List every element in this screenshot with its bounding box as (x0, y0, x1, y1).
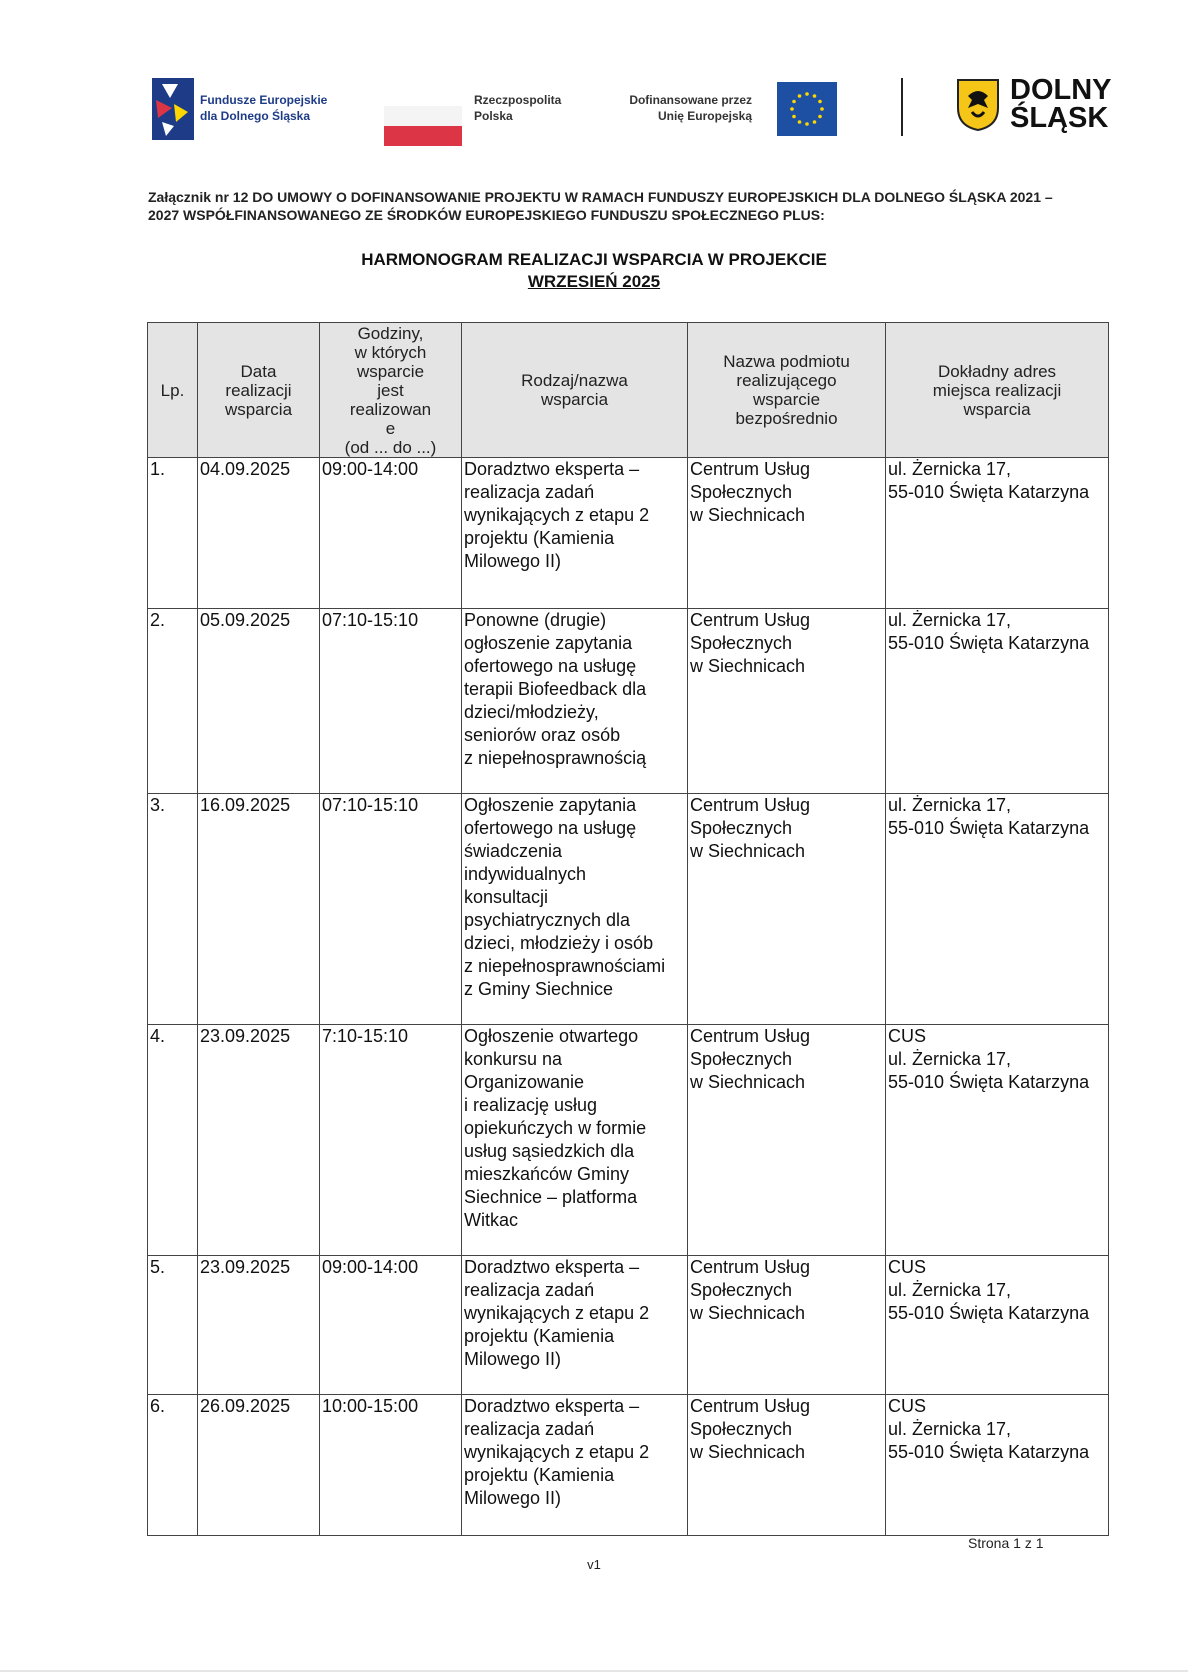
eu-star-icon (805, 122, 809, 126)
cell-date: 23.09.2025 (198, 1025, 320, 1256)
cell-lp: 2. (148, 609, 198, 794)
cell-entity: Centrum Usług Społecznych w Siechnicach (688, 609, 886, 794)
table-row (148, 609, 1109, 794)
dolny-slask-text: DOLNY ŚLĄSK (1010, 74, 1112, 134)
month-subtitle (0, 271, 1188, 293)
eu-funding-text: Dofinansowane przez Unię Europejską (629, 93, 752, 123)
annex-heading: Załącznik nr 12 DO UMOWY O DOFINANSOWANIE PROJEKTU W RAMACH FUNDUSZY EUROPEJSKICH DLA DOLNEGO ŚLĄSKA 2021 – 2027 WSPÓŁFINANSOWANEGO ZE ŚRODKÓW EUROPEJSKIEGO FUNDUSZU SPOŁECZNEGO PLUS: (148, 189, 1053, 223)
cell-hours: 10:00-15:00 (320, 1395, 462, 1536)
page-title: HARMONOGRAM REALIZACJI WSPARCIA W PROJEKCIE (361, 250, 827, 269)
cell-address: CUS ul. Żernicka 17, 55-010 Święta Katarzyna (886, 1025, 1109, 1256)
header-entity: Nazwa podmiotu realizującego wsparcie bezpośrednio (688, 323, 886, 458)
header-date: Data realizacji wsparcia (198, 323, 320, 458)
cell-entity: Centrum Usług Społecznych w Siechnicach (688, 458, 886, 609)
rzeczpospolita-text: Rzeczpospolita Polska (474, 93, 562, 123)
cell-lp: 5. (148, 1256, 198, 1395)
page-number: Strona 1 z 1 (968, 1535, 1044, 1551)
eu-star-icon (798, 120, 802, 124)
eu-star-icon (798, 94, 802, 98)
eu-star-icon (805, 92, 809, 96)
eu-star-icon (818, 115, 822, 119)
cell-hours: 07:10-15:10 (320, 609, 462, 794)
header-lp: Lp. (148, 323, 198, 458)
month-text: WRZESIEŃ 2025 (527, 272, 661, 291)
eu-star-icon (792, 100, 796, 104)
eu-star-icon (818, 100, 822, 104)
cell-entity: Centrum Usług Społecznych w Siechnicach (688, 794, 886, 1025)
cell-date: 26.09.2025 (198, 1395, 320, 1536)
cell-address: CUS ul. Żernicka 17, 55-010 Święta Katarzyna (886, 1395, 1109, 1536)
poland-flag-icon (384, 106, 462, 146)
fundusze-europejskie-text: Fundusze Europejskie dla Dolnego Śląska (200, 93, 328, 123)
eu-star-icon (792, 115, 796, 119)
cell-support-type: Ogłoszenie zapytania ofertowego na usługę świadczenia indywidualnych konsultacji psychiatrycznych dla dzieci, młodzieży i osób z niepełnosprawnościami z Gminy Siechnice (462, 794, 688, 1025)
cell-address: ul. Żernicka 17, 55-010 Święta Katarzyna (886, 794, 1109, 1025)
fundusze-europejskie-logo-icon (152, 78, 194, 140)
eu-star-icon (790, 107, 794, 111)
logo-divider (901, 78, 903, 136)
cell-entity: Centrum Usług Społecznych w Siechnicach (688, 1025, 886, 1256)
cell-entity: Centrum Usług Społecznych w Siechnicach (688, 1256, 886, 1395)
cell-lp: 1. (148, 458, 198, 609)
eu-star-icon (813, 94, 817, 98)
table-row (148, 458, 1109, 609)
table-header-row (148, 323, 1109, 458)
logo-bar (148, 72, 1128, 148)
cell-lp: 3. (148, 794, 198, 1025)
header-address: Dokładny adres miejsca realizacji wsparcia (886, 323, 1109, 458)
table-row (148, 1256, 1109, 1395)
cell-date: 05.09.2025 (198, 609, 320, 794)
header-hours: Godziny, w których wsparcie jest realizowan e (od ... do ...) (320, 323, 462, 458)
schedule-table (147, 322, 1109, 1536)
version-label: v1 (587, 1557, 601, 1572)
eu-star-icon (813, 120, 817, 124)
cell-date: 04.09.2025 (198, 458, 320, 609)
cell-date: 23.09.2025 (198, 1256, 320, 1395)
lower-silesia-crest-icon (956, 78, 1000, 132)
cell-support-type: Ogłoszenie otwartego konkursu na Organizowanie i realizację usług opiekuńczych w formie usług sąsiedzkich dla mieszkańców Gminy Siechnice – platforma Witkac (462, 1025, 688, 1256)
eu-star-icon (820, 107, 824, 111)
cell-lp: 6. (148, 1395, 198, 1536)
cell-hours: 07:10-15:10 (320, 794, 462, 1025)
cell-date: 16.09.2025 (198, 794, 320, 1025)
cell-hours: 09:00-14:00 (320, 1256, 462, 1395)
table-row (148, 794, 1109, 1025)
table-row (148, 1395, 1109, 1536)
cell-address: ul. Żernicka 17, 55-010 Święta Katarzyna (886, 458, 1109, 609)
scan-edge-line (0, 1670, 1188, 1672)
cell-support-type: Doradztwo eksperta – realizacja zadań wynikających z etapu 2 projektu (Kamienia Milowego II) (462, 458, 688, 609)
header-support-type: Rodzaj/nazwa wsparcia (462, 323, 688, 458)
cell-support-type: Doradztwo eksperta – realizacja zadań wynikających z etapu 2 projektu (Kamienia Milowego II) (462, 1256, 688, 1395)
cell-support-type: Ponowne (drugie) ogłoszenie zapytania ofertowego na usługę terapii Biofeedback dla dzieci/młodzieży, seniorów oraz osób z niepełnosprawnością (462, 609, 688, 794)
cell-lp: 4. (148, 1025, 198, 1256)
cell-support-type: Doradztwo eksperta – realizacja zadań wynikających z etapu 2 projektu (Kamienia Milowego II) (462, 1395, 688, 1536)
table-row (148, 1025, 1109, 1256)
cell-address: ul. Żernicka 17, 55-010 Święta Katarzyna (886, 609, 1109, 794)
eu-flag-icon (777, 82, 837, 136)
cell-hours: 7:10-15:10 (320, 1025, 462, 1256)
cell-address: CUS ul. Żernicka 17, 55-010 Święta Katarzyna (886, 1256, 1109, 1395)
cell-hours: 09:00-14:00 (320, 458, 462, 609)
cell-entity: Centrum Usług Społecznych w Siechnicach (688, 1395, 886, 1536)
